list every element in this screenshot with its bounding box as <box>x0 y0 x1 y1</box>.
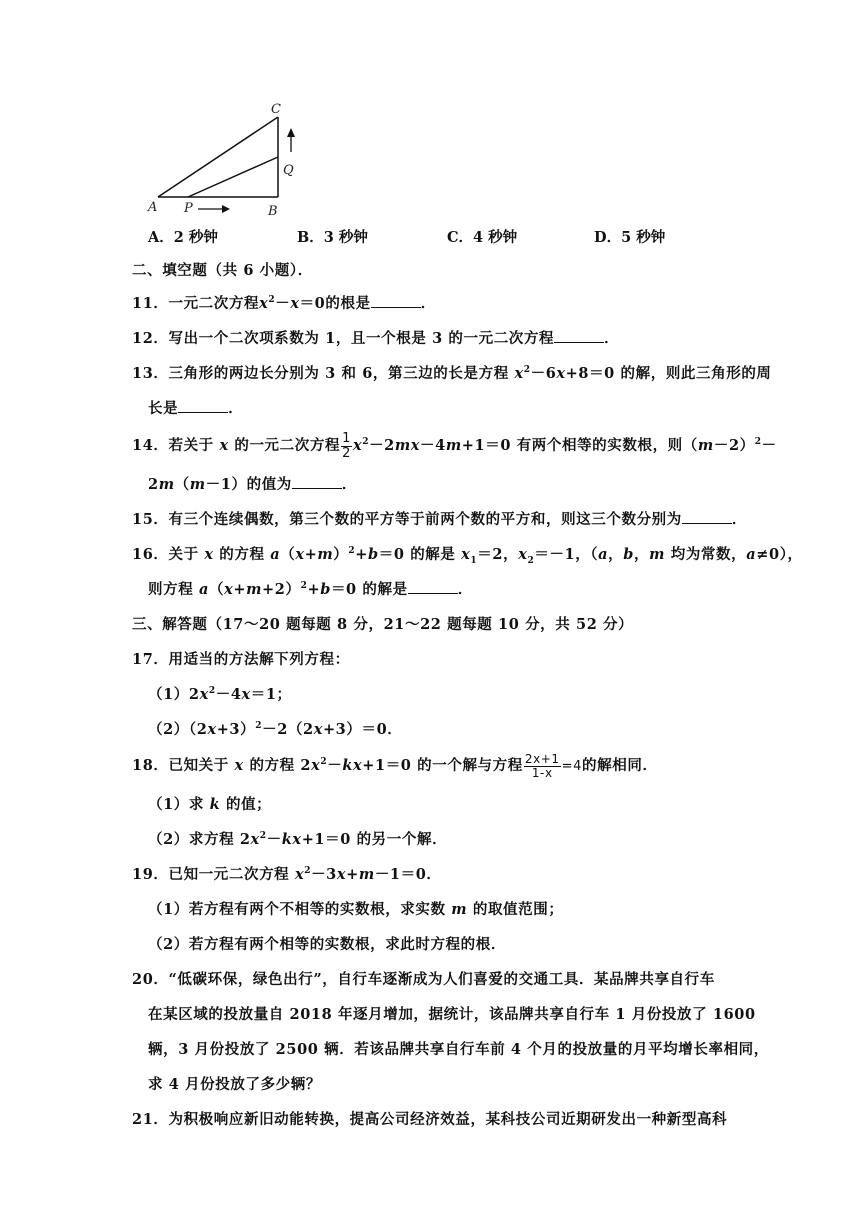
fraction <box>341 432 352 460</box>
question-16: 16．关于 x 的方程 $a(x+m)^2+b=0$ 的解是 $x_1=2$，$x_2=-1$，（a，b，m 均为常数，a≠0）， <box>132 546 803 566</box>
question-text: 三角形的两边长分别为 3 和 6，第三边的长是方程 <box>168 365 509 382</box>
question-number: 20． <box>132 971 169 988</box>
question-17-part-1: $(1)2x^2-4x=1$； <box>148 686 292 703</box>
question-text: 的解相同． <box>582 757 658 775</box>
answer-blank[interactable] <box>292 476 342 489</box>
question-text: 若关于 <box>168 437 214 455</box>
fraction-numerator: 1 <box>342 431 351 446</box>
answer-blank[interactable] <box>554 330 604 343</box>
question-number: 13． <box>132 365 169 382</box>
question-text: 的解是 <box>410 546 456 563</box>
answer-blank[interactable] <box>682 511 732 524</box>
label-c: C <box>271 102 281 117</box>
question-text: 为积极响应新旧动能转换，提高公司经济效益，某科技公司近期研发出一种新型高科 <box>168 1111 728 1128</box>
question-text: ，（ <box>575 546 599 563</box>
label-a: A <box>148 200 158 215</box>
question-19-part-2: （2）若方程有两个相等的实数根，求此时方程的根． <box>148 936 506 953</box>
section-heading: 二、填空题（共 6 小题）． <box>132 262 313 279</box>
option-text: 3 秒钟 <box>323 229 368 246</box>
question-number: 15． <box>132 511 169 528</box>
fraction-denominator: 1-x <box>531 765 553 780</box>
option-text: 4 秒钟 <box>473 229 518 246</box>
question-text: ）， <box>779 546 803 563</box>
question-20-line-4: 求 4 月份投放了多少辆？ <box>148 1076 321 1093</box>
question-text: 均为常数， <box>670 546 747 563</box>
question-text: 长是 <box>148 400 179 417</box>
question-text: 的值； <box>225 796 272 813</box>
question-text: 写出一个二次项系数为 1，且一个根是 3 的一元二次方程 <box>168 330 555 347</box>
question-text: 的方程 <box>219 546 265 563</box>
question-text: ． <box>731 511 747 528</box>
option-text: 5 秒钟 <box>621 229 666 246</box>
question-17-part-2: $(2)(2x+3)^2-2(2x+3)=0$． <box>148 721 403 738</box>
question-18-part-2: （2）求方程 $2x^2-kx+1=0$ 的另一个解． <box>148 831 448 848</box>
question-text: 的根是 <box>325 295 371 312</box>
option-c <box>447 226 517 247</box>
question-text: ． <box>228 400 244 417</box>
question-text: 的解，则此三角形的周 <box>620 365 772 382</box>
question-text: 已知关于 <box>168 757 229 775</box>
question-text: （1）若方程有两个不相等的实数根，求实数 <box>148 901 446 918</box>
segment-pq <box>188 157 278 197</box>
option-text: 2 秒钟 <box>173 229 218 246</box>
fraction-denominator: 2 <box>342 445 351 461</box>
arrow-right-icon <box>198 205 230 213</box>
question-13-cont <box>148 397 243 418</box>
option-d <box>594 226 665 247</box>
question-text: 的一元二次方程 <box>234 437 341 455</box>
question-text: 用适当的方法解下列方程： <box>168 651 350 668</box>
question-11: 11．一元二次方程$x^2-x=0$的根是 ． <box>132 295 436 312</box>
question-text: 关于 <box>168 546 199 563</box>
question-14-cont: 2m（m－1）的值为 ． <box>148 476 358 493</box>
question-text: ） <box>739 437 755 455</box>
label-p: P <box>184 201 193 216</box>
question-16-cont: 则方程 $a(x+m+2)^2+b=0$ 的解是 ． <box>148 581 473 598</box>
question-text: 已知一元二次方程 <box>168 866 290 883</box>
question-21 <box>132 1108 727 1129</box>
question-text: “低碳环保，绿色出行”，自行车逐渐成为人们喜爱的交通工具．某品牌共享自行车 <box>168 971 715 988</box>
section-heading: 三、解答题（17～20 题每题 8 分，21～22 题每题 10 分，共 52 分） <box>132 616 634 633</box>
question-13: 13．三角形的两边长分别为 3 和 6，第三边的长是方程 $x^2-6x+8=0$ 的解，则此三角形的周 <box>132 365 772 382</box>
question-text: 则方程 <box>148 581 194 598</box>
question-20-line-3: 辆，3 月份投放了 2500 辆．若该品牌共享自行车前 4 个月的投放量的月平均增长率相同， <box>148 1041 769 1058</box>
question-text: 有两个相等的实数根，则（ <box>516 437 698 455</box>
question-number: 14． <box>132 437 169 455</box>
question-text: 的方程 <box>249 757 295 775</box>
question-number: 18． <box>132 757 169 775</box>
fraction <box>524 753 561 779</box>
answer-blank[interactable] <box>371 295 421 308</box>
label-q: Q <box>283 163 294 178</box>
question-number: 19． <box>132 866 169 883</box>
question-number: 17． <box>132 651 169 668</box>
fraction-numerator: 2x+1 <box>524 752 560 766</box>
arrow-up-icon <box>287 128 295 152</box>
question-number: 12． <box>132 330 169 347</box>
question-19: 19．已知一元二次方程 $x^2-3x+m-1=0$． <box>132 866 442 883</box>
part-number: （1） <box>148 686 189 703</box>
answer-blank[interactable] <box>408 581 458 594</box>
option-letter: C． <box>447 229 474 246</box>
triangle-figure <box>140 100 310 220</box>
question-text: 的值为 <box>246 476 292 493</box>
question-text: 的一个解与方程 <box>417 757 523 775</box>
question-number: 16． <box>132 546 169 563</box>
question-text: ． <box>341 476 358 493</box>
question-text: 的解是 <box>362 581 408 598</box>
question-text: （2）求方程 <box>148 831 235 848</box>
equation-rhs: =4 <box>561 759 583 775</box>
question-text: ． <box>604 330 620 347</box>
question-19-part-1: （1）若方程有两个不相等的实数根，求实数 m 的取值范围； <box>148 901 564 918</box>
label-b: B <box>268 204 278 219</box>
question-text: 的取值范围； <box>472 901 564 918</box>
question-14: 14．若关于 x 的一元二次方程 $\frac{1}{2}$ $x^2-2mx-4m+1=0$ 有两个相等的实数根，则$(m-2)^2-$ <box>132 431 777 461</box>
option-letter: B． <box>297 229 324 246</box>
question-number: 21． <box>132 1111 169 1128</box>
option-a <box>148 226 218 247</box>
question-text: ． <box>457 581 473 598</box>
question-15 <box>132 508 747 529</box>
question-number: 11． <box>132 295 169 312</box>
question-18: 18．已知关于 x 的方程 $2x^2-kx+1=0$ 的一个解与方程 $\frac{2x+1}{1-x}$ =4的解相同． <box>132 752 658 780</box>
option-letter: A． <box>148 229 174 246</box>
question-20 <box>132 968 715 989</box>
question-text: 有三个连续偶数，第三个数的平方等于前两个数的平方和，则这三个数分别为 <box>168 511 682 528</box>
question-18-part-1: （1）求 k 的值； <box>148 796 272 813</box>
question-text: （1）求 <box>148 796 204 813</box>
option-letter: D． <box>594 229 622 246</box>
question-text: ． <box>420 295 436 312</box>
question-text: 的另一个解． <box>356 831 448 848</box>
answer-blank[interactable] <box>178 400 228 413</box>
side-ac <box>158 117 278 197</box>
question-12 <box>132 327 619 348</box>
part-number: （2） <box>148 721 189 738</box>
question-17 <box>132 648 350 669</box>
question-20-line-2: 在某区域的投放量自 2018 年逐月增加，据统计，该品牌共享自行车 1 月份投放了 1600 <box>148 1006 756 1023</box>
question-text: 一元二次方程 <box>168 295 260 312</box>
option-b <box>297 226 368 247</box>
